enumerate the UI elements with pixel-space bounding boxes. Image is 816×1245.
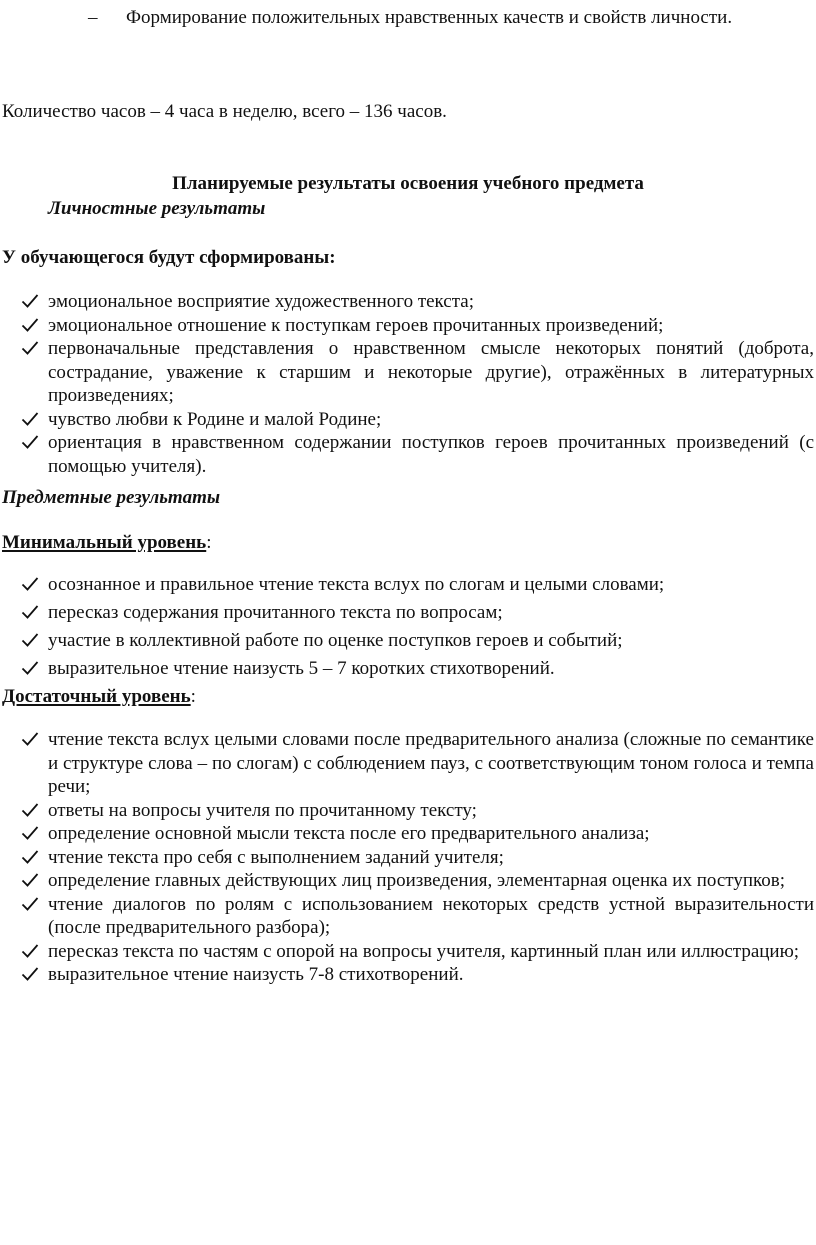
sufficient-level-colon: :: [190, 686, 196, 707]
hours-paragraph: Количество часов – 4 часа в неделю, всего – 136 часов.: [2, 101, 447, 122]
checkmark-icon: [21, 434, 39, 450]
dash-item-text: Формирование положительных нравственных качеств и свойств личности.: [126, 7, 733, 28]
checklist-item-text: ориентация в нравственном содержании поступков героев прочитанных произведений (с помощью учителя).: [48, 432, 814, 477]
checkmark-icon: [21, 825, 39, 841]
checkmark-icon: [21, 632, 39, 648]
checklist-item-text: чтение текста про себя с выполнением заданий учителя;: [48, 846, 504, 868]
subject-results-heading: Предметные результаты: [2, 487, 221, 508]
checklist-item-text: чувство любви к Родине и малой Родине;: [48, 408, 382, 430]
checkmark-icon: [21, 340, 39, 356]
checklist-item: [0, 337, 816, 408]
section-title: Планируемые результаты освоения учебного предмета: [172, 173, 644, 194]
checklist-item: [0, 290, 816, 314]
checkmark-icon: [21, 872, 39, 888]
sufficient-level-list: [0, 728, 816, 987]
checklist-item: [0, 963, 816, 987]
checklist-item: [0, 573, 816, 597]
checklist-item-text: пересказ содержания прочитанного текста по вопросам;: [48, 602, 503, 623]
minimal-level-label: Минимальный уровень: [2, 532, 207, 553]
checklist-item: [0, 728, 816, 799]
checkmark-icon: [21, 896, 39, 912]
checklist-item-text: чтение диалогов по ролям с использованием некоторых средств устной выразительности (после предварительного разбора);: [48, 893, 814, 938]
checklist-item: [0, 408, 816, 432]
checklist-item-text: осознанное и правильное чтение текста вслух по слогам и целыми словами;: [48, 574, 665, 595]
checklist-item: [0, 657, 816, 681]
checklist-item: [0, 629, 816, 653]
checklist-item-text: определение главных действующих лиц произведения, элементарная оценка их поступков;: [48, 870, 786, 891]
checkmark-icon: [21, 731, 39, 747]
checkmark-icon: [21, 576, 39, 592]
checkmark-icon: [21, 604, 39, 620]
checklist-item: [0, 822, 816, 846]
sufficient-level-heading: [2, 685, 196, 709]
checklist-item: [0, 846, 816, 870]
checklist-item-text: чтение текста вслух целыми словами после предварительного анализа (сложные по семантике и структуре слова – по слогам) с соблюдением пауз, с соответствующим тоном голоса и темпа речи;: [48, 729, 814, 797]
minimal-level-colon: :: [206, 532, 212, 553]
checklist-item-text: пересказ текста по частям с опорой на вопросы учителя, картинный план или иллюстрацию;: [48, 940, 800, 962]
checklist-item: [0, 799, 816, 823]
checklist-item-text: ответы на вопросы учителя по прочитанному тексту;: [48, 799, 477, 821]
checkmark-icon: [21, 943, 39, 959]
minimal-level-list: [0, 573, 816, 685]
checklist-item-text: первоначальные представления о нравственном смысле некоторых понятий (доброта, сострадание, уважение к старшим и некоторые другие), отражённых в литературных произведениях;: [48, 338, 814, 406]
checklist-item: [0, 869, 816, 893]
checklist-item-text: эмоциональное отношение к поступкам героев прочитанных произведений;: [48, 314, 664, 336]
formed-heading: У обучающегося будут сформированы:: [2, 247, 336, 268]
checkmark-icon: [21, 411, 39, 427]
checklist-item: [0, 601, 816, 625]
personal-results-list: [0, 290, 816, 478]
checkmark-icon: [21, 802, 39, 818]
checklist-item-text: выразительное чтение наизусть 7-8 стихотворений.: [48, 964, 464, 985]
checklist-item: [0, 314, 816, 338]
checkmark-icon: [21, 317, 39, 333]
minimal-level-heading: [2, 531, 212, 555]
checklist-item: [0, 431, 816, 478]
checkmark-icon: [21, 293, 39, 309]
checklist-item-text: выразительное чтение наизусть 5 – 7 коротких стихотворений.: [48, 658, 555, 679]
checklist-item: [0, 893, 816, 940]
checkmark-icon: [21, 966, 39, 982]
checkmark-icon: [21, 660, 39, 676]
checkmark-icon: [21, 849, 39, 865]
checklist-item-text: участие в коллективной работе по оценке поступков героев и событий;: [48, 630, 623, 651]
checklist-item-text: эмоциональное восприятие художественного текста;: [48, 291, 474, 312]
personal-results-heading: Личностные результаты: [48, 198, 266, 219]
checklist-item: [0, 940, 816, 964]
checklist-item-text: определение основной мысли текста после его предварительного анализа;: [48, 823, 650, 844]
sufficient-level-label: Достаточный уровень: [2, 686, 191, 707]
dash-bullet-icon: –: [88, 7, 98, 28]
